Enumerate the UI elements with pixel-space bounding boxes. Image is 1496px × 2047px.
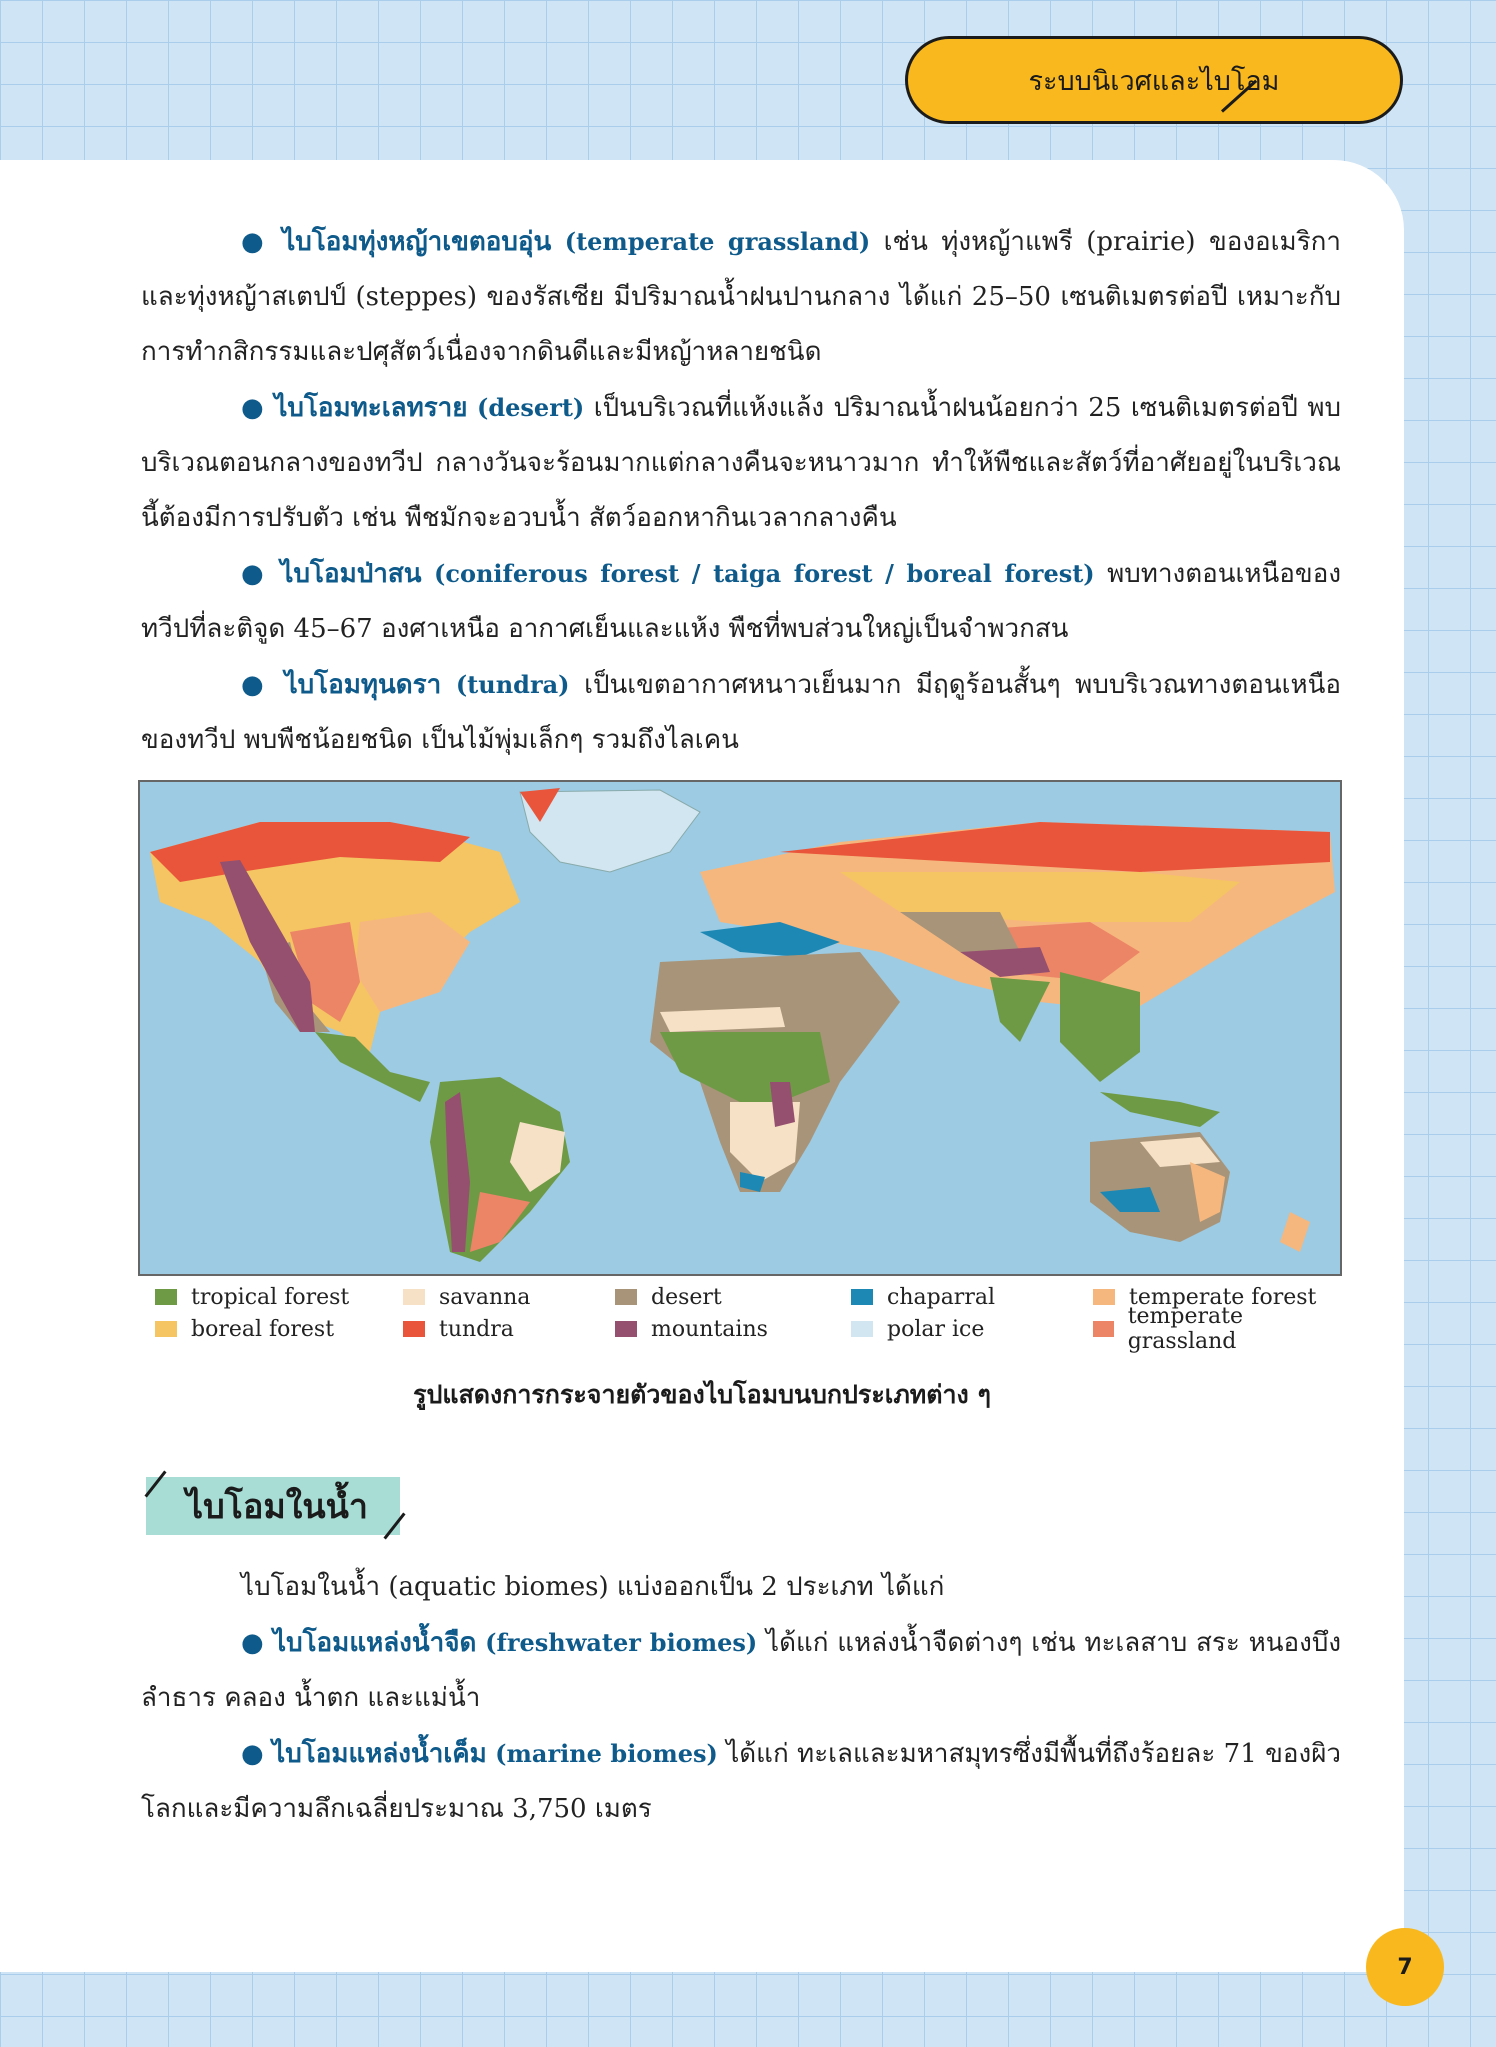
bullet-icon: ●	[241, 559, 268, 589]
coniferous-paragraph	[141, 546, 1341, 657]
legend-swatch	[403, 1289, 425, 1305]
legend-item	[851, 1316, 1093, 1342]
legend-item	[403, 1316, 615, 1342]
legend-item	[403, 1284, 615, 1310]
legend-swatch	[155, 1289, 177, 1305]
term-marine: ไบโอมแหล่งน้ำเค็ม	[272, 1739, 487, 1769]
grassland-paragraph	[141, 214, 1341, 380]
term-desert-en: (desert)	[477, 393, 585, 422]
legend-label: mountains	[651, 1316, 768, 1342]
bullet-icon: ●	[241, 1739, 264, 1769]
world-biome-map	[138, 780, 1342, 1276]
term-grassland-en: (temperate grassland)	[564, 227, 871, 256]
legend-label: temperate grassland	[1127, 1304, 1244, 1354]
term-desert: ไบโอมทะเลทราย	[274, 393, 468, 423]
legend-item	[615, 1316, 851, 1342]
aquatic-biomes-text	[141, 1560, 1341, 1837]
term-freshwater-en: (freshwater biomes)	[485, 1628, 758, 1657]
terrestrial-biomes-text	[141, 214, 1341, 768]
legend-item	[155, 1316, 403, 1342]
term-tundra: ไบโอมทุนดรา	[284, 670, 442, 700]
section-tag-aquatic	[146, 1477, 400, 1535]
section-title: ไบโอมในน้ำ	[186, 1487, 368, 1527]
chapter-title: ระบบนิเวศและไบโอม	[1028, 65, 1280, 97]
legend-swatch	[615, 1289, 637, 1305]
legend-swatch	[851, 1321, 873, 1337]
legend-item	[615, 1284, 851, 1310]
chapter-header-tab	[905, 36, 1403, 124]
legend-label: chaparral	[887, 1284, 995, 1310]
legend-swatch	[851, 1289, 873, 1305]
term-grassland: ไบโอมทุ่งหญ้าเขตอบอุ่น	[282, 227, 552, 257]
term-freshwater: ไบโอมแหล่งน้ำจืด	[273, 1628, 477, 1658]
freshwater-paragraph	[141, 1615, 1341, 1726]
legend-label: boreal forest	[191, 1316, 335, 1342]
map-caption: รูปแสดงการกระจายตัวของไบโอมบนบกประเภทต่าง ๆ	[413, 1380, 991, 1409]
bullet-icon: ●	[241, 670, 270, 700]
tundra-paragraph	[141, 657, 1341, 768]
coniferous-text: พบทางตอนเหนือของทวีปที่ละติจูด 45–67 องศาเหนือ อากาศเย็นและแห้ง พืชที่พบส่วนใหญ่เป็นจำพวกสน	[141, 559, 1342, 644]
marine-paragraph	[141, 1726, 1341, 1837]
term-marine-en: (marine biomes)	[495, 1739, 718, 1768]
bullet-icon: ●	[241, 393, 265, 423]
legend-label: tropical forest	[191, 1284, 350, 1310]
grassland-text: เช่น ทุ่งหญ้าแพรี (prairie) ของอเมริกาและทุ่งหญ้าสเตปป์ (steppes) ของรัสเซีย มีปริมาณน้ำฝนปานกลาง ได้แก่ 25–50 เซนติเมตรต่อปี เหมาะกับการทำกสิกรรมและปศุสัตว์เนื่องจากดินดีและมีหญ้าหลายชนิด	[141, 227, 1342, 367]
legend-label: tundra	[439, 1316, 514, 1342]
map-legend	[155, 1284, 1345, 1354]
legend-swatch	[155, 1321, 177, 1337]
page-number: 7	[1366, 1928, 1444, 2006]
legend-swatch	[615, 1321, 637, 1337]
tundra-text: เป็นเขตอากาศหนาวเย็นมาก มีฤดูร้อนสั้นๆ พบบริเวณทางตอนเหนือของทวีป พบพืชน้อยชนิด เป็นไม้พุ่มเล็กๆ รวมถึงไลเคน	[141, 670, 1342, 755]
freshwater-text: ได้แก่ แหล่งน้ำจืดต่างๆ เช่น ทะเลสาบ สระ หนองบึง ลำธาร คลอง น้ำตก และแม่น้ำ	[141, 1628, 1342, 1713]
legend-label: desert	[651, 1284, 722, 1310]
legend-label: polar ice	[887, 1316, 985, 1342]
legend-item	[851, 1284, 1093, 1310]
legend-swatch	[1093, 1289, 1115, 1305]
biome-map-graphic	[140, 782, 1340, 1274]
desert-paragraph	[141, 380, 1341, 546]
legend-item	[155, 1284, 403, 1310]
legend-label: temperate forest	[1129, 1284, 1317, 1310]
aquatic-intro: ไบโอมในน้ำ (aquatic biomes) แบ่งออกเป็น 2 ประเภท ได้แก่	[241, 1572, 945, 1602]
term-coniferous: ไบโอมป่าสน	[280, 559, 422, 589]
marine-text: ได้แก่ ทะเลและมหาสมุทรซึ่งมีพื้นที่ถึงร้อยละ 71 ของผิวโลกและมีความลึกเฉลี่ยประมาณ 3,750 เมตร	[141, 1739, 1342, 1824]
legend-swatch	[1093, 1321, 1114, 1337]
legend-item	[1093, 1304, 1345, 1354]
term-tundra-en: (tundra)	[455, 670, 570, 699]
legend-label: savanna	[439, 1284, 531, 1310]
bullet-icon: ●	[241, 1628, 265, 1658]
term-coniferous-en: (coniferous forest / taiga forest / boreal forest)	[433, 559, 1095, 588]
bullet-icon: ●	[241, 227, 269, 257]
legend-swatch	[403, 1321, 425, 1337]
desert-text: เป็นบริเวณที่แห้งแล้ง ปริมาณน้ำฝนน้อยกว่า 25 เซนติเมตรต่อปี พบบริเวณตอนกลางของทวีป กลางวันจะร้อนมากแต่กลางคืนจะหนาวมาก ทำให้พืชและสัตว์ที่อาศัยอยู่ในบริเวณนี้ต้องมีการปรับตัว เช่น พืชมักจะอวบน้ำ สัตว์ออกหากินเวลากลางคืน	[141, 393, 1342, 533]
